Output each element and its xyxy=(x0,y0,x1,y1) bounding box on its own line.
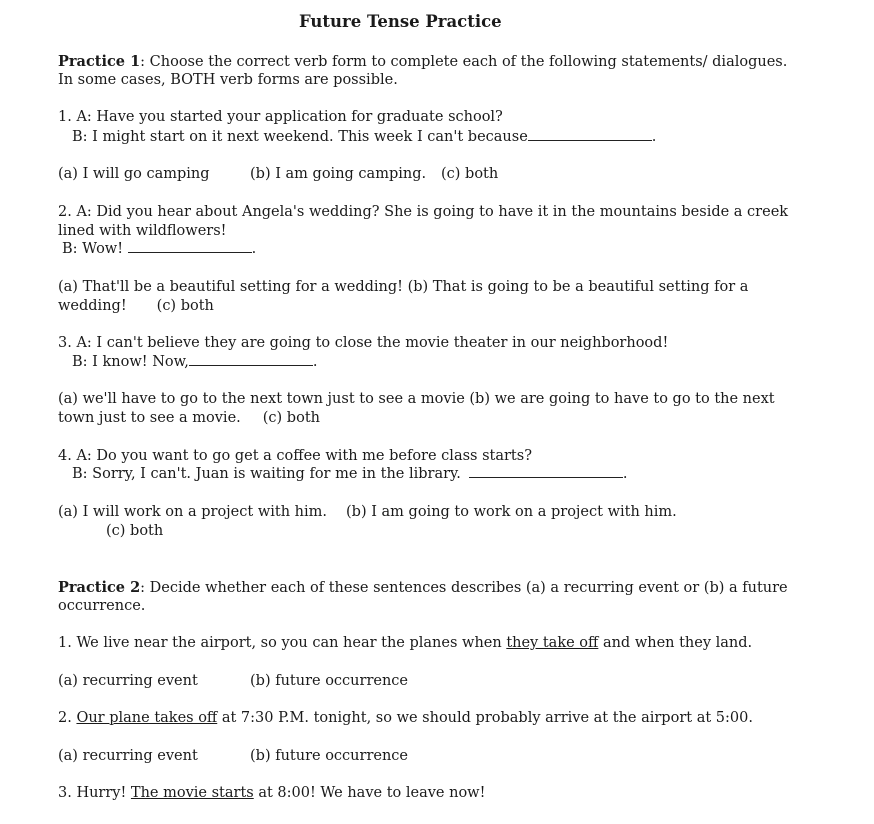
p1-q2-option-b-cont: wedding! xyxy=(58,298,127,314)
p1-q1-line-a: 1. A: Have you started your application for graduate school? xyxy=(58,109,503,125)
p1-q1-option-b: (b) I am going camping. xyxy=(250,166,427,182)
p1-q1-blank xyxy=(528,128,652,141)
p2-q1-option-a: (a) recurring event xyxy=(58,673,198,689)
p2-q1-option-b: (b) future occurrence xyxy=(250,673,408,689)
p1-q4-blank xyxy=(469,465,623,478)
p1-q1-line-b-text: B: I might start on it next weekend. This week I can't because xyxy=(72,129,528,145)
p1-q4-end: . xyxy=(622,466,628,482)
practice1-instr-line2: In some cases, BOTH verb forms are possible. xyxy=(58,72,398,88)
page-title: Future Tense Practice xyxy=(299,12,502,31)
p1-q3-line-b xyxy=(72,353,318,372)
p1-q3-line-b-text: B: I know! Now, xyxy=(72,354,189,370)
p1-q1-line-b xyxy=(72,128,656,147)
p2-q2-underlined: Our plane takes off xyxy=(76,710,218,726)
practice2-instr-line2: occurrence. xyxy=(58,598,146,614)
p1-q3-option-c: (c) both xyxy=(262,410,320,426)
p2-q3-sentence xyxy=(58,784,485,803)
p2-q1-underlined: they take off xyxy=(506,635,599,651)
p2-q1-pre: 1. We live near the airport, so you can hear the planes when xyxy=(58,635,507,651)
p1-q3-option-b-cont: town just to see a movie. xyxy=(58,410,241,426)
p1-q3-blank xyxy=(189,353,313,366)
p1-q2-line-b xyxy=(62,240,256,259)
p2-q1-sentence xyxy=(58,634,752,653)
p1-q2-line-a1: 2. A: Did you hear about Angela's wedding? She is going to have it in the mountains beside a creek xyxy=(58,204,789,220)
p1-q4-line-a: 4. A: Do you want to go get a coffee with me before class starts? xyxy=(58,448,532,464)
practice2-label: Practice 2 xyxy=(58,579,141,596)
p1-q2-options-line2 xyxy=(58,297,214,316)
practice1-label: Practice 1 xyxy=(58,53,141,70)
p1-q2-blank xyxy=(128,240,252,253)
p2-q3-pre: 3. Hurry! xyxy=(58,785,131,801)
p1-q4-option-c: (c) both xyxy=(106,523,164,539)
p2-q2-sentence xyxy=(58,709,753,728)
p1-q2-options-line1: (a) That'll be a beautiful setting for a wedding! (b) That is going to be a beautiful setting for a xyxy=(58,279,749,295)
p1-q3-options-line1: (a) we'll have to go to the next town just to see a movie (b) we are going to have to go to the next xyxy=(58,391,775,407)
p1-q3-line-a: 3. A: I can't believe they are going to close the movie theater in our neighborhood! xyxy=(58,335,669,351)
p2-q2-post: at 7:30 P.M. tonight, so we should probably arrive at the airport at 5:00. xyxy=(217,710,753,726)
p1-q1-option-a: (a) I will go camping xyxy=(58,166,210,182)
p1-q1-end: . xyxy=(651,129,657,145)
p1-q4-line-b-text: B: Sorry, I can't. Juan is waiting for me in the library. xyxy=(72,466,461,482)
p1-q2-end: . xyxy=(251,241,257,257)
p2-q1-post: and when they land. xyxy=(598,635,753,651)
p1-q2-line-b-text: B: Wow! xyxy=(62,241,124,257)
p1-q3-options-line2 xyxy=(58,409,320,428)
practice1-instr-line1: : Choose the correct verb form to complete each of the following statements/ dialogues. xyxy=(140,54,788,70)
p2-q3-post: at 8:00! We have to leave now! xyxy=(253,785,486,801)
p2-q2-option-a: (a) recurring event xyxy=(58,748,198,764)
practice1-instructions xyxy=(58,52,787,72)
p1-q4-option-a: (a) I will work on a project with him. xyxy=(58,504,327,520)
p1-q2-line-a2: lined with wildflowers! xyxy=(58,223,227,239)
p2-q2-pre: 2. xyxy=(58,710,77,726)
practice2-instr-line1: : Decide whether each of these sentences describes (a) a recurring event or (b) a future xyxy=(140,580,788,596)
p1-q4-option-b: (b) I am going to work on a project with him. xyxy=(346,504,677,520)
p1-q3-end: . xyxy=(312,354,318,370)
p1-q4-line-b xyxy=(72,465,628,484)
practice2-instructions xyxy=(58,578,788,598)
p1-q1-option-c: (c) both xyxy=(441,166,499,182)
p2-q3-underlined: The movie starts xyxy=(130,785,254,801)
p1-q2-option-c: (c) both xyxy=(156,298,214,314)
p2-q2-option-b: (b) future occurrence xyxy=(250,748,408,764)
